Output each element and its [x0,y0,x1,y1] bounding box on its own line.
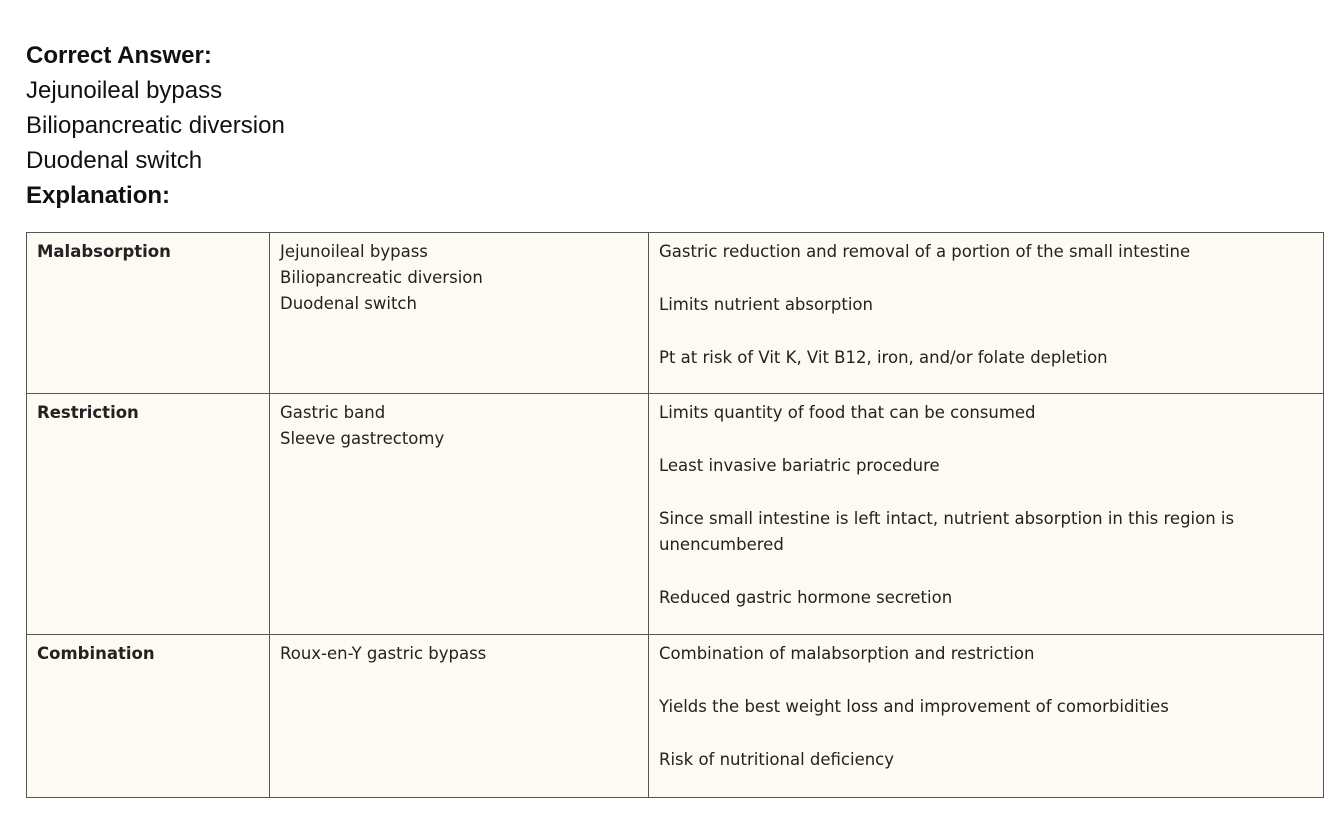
procedures-cell [270,635,649,798]
table-row [27,635,1324,798]
procedure-item: Jejunoileal bypass [280,242,428,261]
answer-block [26,38,285,213]
procedure-item: Gastric band [280,403,386,422]
description-item: Reduced gastric hormone secretion [659,588,953,607]
explanation-heading: Explanation: [26,182,171,209]
description-item: Combination of malabsorption and restriction [659,644,1035,663]
description-cell [649,394,1324,635]
description-cell [649,635,1324,798]
description-item: Limits quantity of food that can be consumed [659,403,1036,422]
description-item: Yields the best weight loss and improvement of comorbidities [659,697,1169,716]
description-item: Limits nutrient absorption [659,295,873,314]
table-row [27,233,1324,394]
category-cell: Restriction [27,394,270,635]
category-cell: Malabsorption [27,233,270,394]
description-cell [649,233,1324,394]
procedure-item: Biliopancreatic diversion [280,268,483,287]
description-item: Least invasive bariatric procedure [659,456,940,475]
procedures-cell [270,233,649,394]
description-item: Risk of nutritional deficiency [659,750,895,769]
category-cell: Combination [27,635,270,798]
answer-item: Duodenal switch [26,147,203,174]
procedure-item: Duodenal switch [280,294,417,313]
answer-item: Biliopancreatic diversion [26,112,285,139]
procedures-cell [270,394,649,635]
procedure-item: Sleeve gastrectomy [280,429,445,448]
procedure-item: Roux-en-Y gastric bypass [280,644,487,663]
description-item: Gastric reduction and removal of a portion of the small intestine [659,242,1191,261]
answer-item: Jejunoileal bypass [26,77,223,104]
description-item: Pt at risk of Vit K, Vit B12, iron, and/or folate depletion [659,348,1108,367]
table-row [27,394,1324,635]
correct-answer-heading: Correct Answer: [26,42,212,69]
description-item: Since small intestine is left intact, nutrient absorption in this region is unencumbered [659,509,1235,554]
explanation-table [26,232,1324,798]
